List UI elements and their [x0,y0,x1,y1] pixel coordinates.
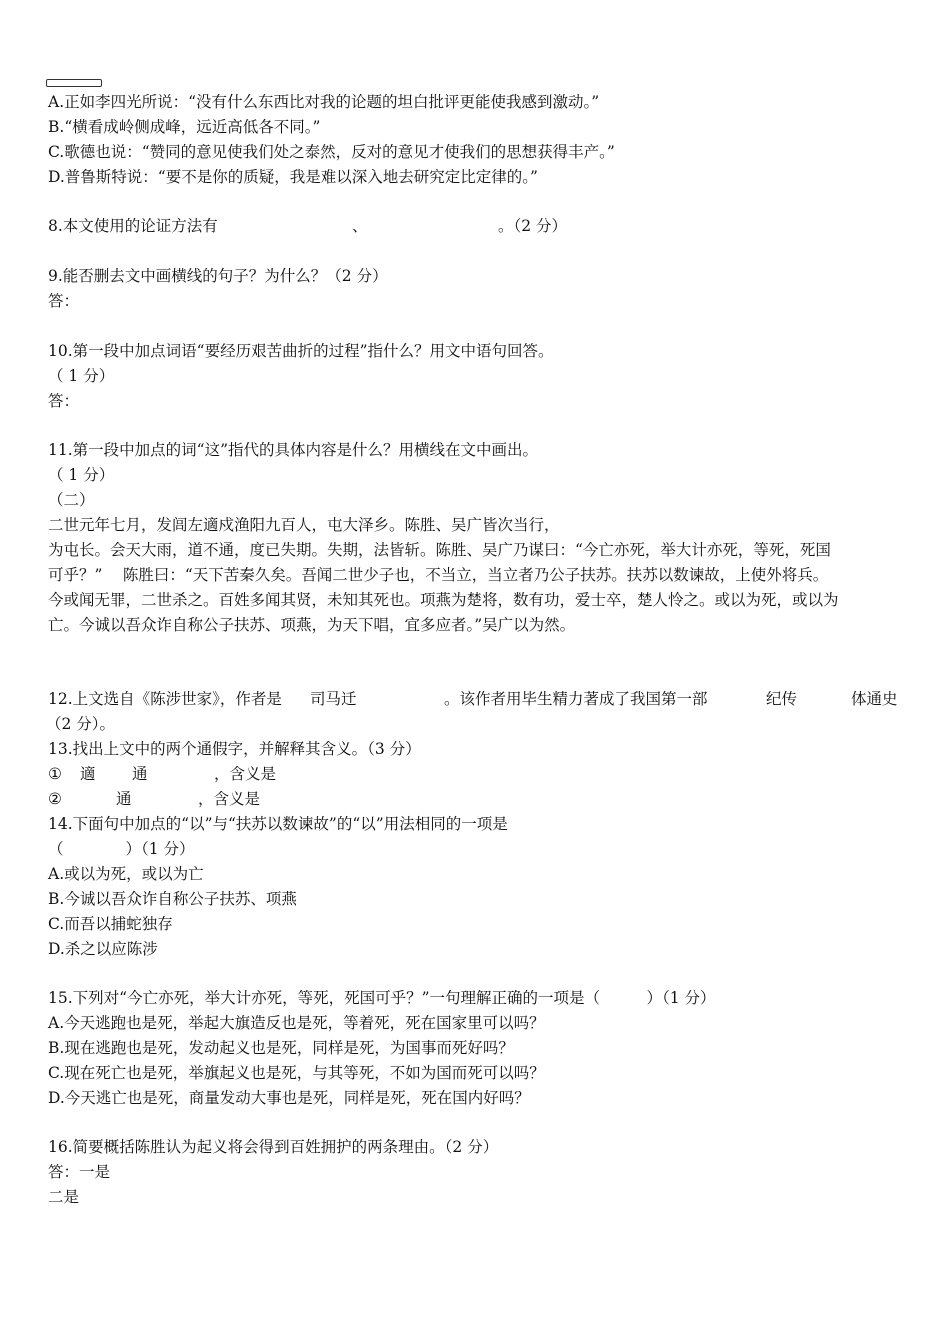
q14-option-b: B.今诚以吾众诈自称公子扶苏、项燕 [48,890,297,908]
q14-option-c: C.而吾以捕蛇独存 [48,915,173,933]
q10-question: 10.第一段中加点词语“要经历艰苦曲折的过程”指什么？用文中语句回答。 [48,342,554,360]
q16-question: 16.简要概括陈胜认为起义将会得到百姓拥护的两条理由。（2 分） [48,1138,499,1156]
q15-option-a: A.今天逃跑也是死，举起大旗造反也是死，等着死，死在国家里可以吗？ [48,1014,545,1032]
q9-question: 9.能否删去文中画横线的句子？为什么？（2 分） [48,267,388,285]
q13-item1-tong: 通 [132,765,148,783]
q11-question: 11.第一段中加点的词“这”指代的具体内容是什么？用横线在文中画出。 [48,441,539,459]
passage-line: 二世元年七月，发闾左適戍渔阳九百人，屯大泽乡。陈胜、吴广皆次当行， [48,516,560,534]
q13-item1-meaning: ，含义是 [214,765,277,783]
q12-middle: 。该作者用毕生精力著成了我国第一部 [444,690,708,708]
q13-item1-num: ① [48,765,62,783]
q7-option-a: A.正如李四光所说：“没有什么东西比对我的论题的坦白批评更能使我感到激动。” [48,93,600,111]
q13-item2-num: ② [48,790,62,808]
passage-line: 今或闻无罪，二世杀之。百姓多闻其贤，未知其死也。项燕为楚将，数有功，爱士卒，楚人怜之。或以为死，或以为 [48,591,839,609]
q8-score: 。（2 分） [498,217,568,235]
q12-question: 12.上文选自《陈涉世家》，作者是 [48,690,282,708]
q16-answer-2: 二是 [48,1188,80,1206]
q12-fill-answer: 纪传 [766,690,798,708]
q13-item2-tong: 通 [116,790,132,808]
q12-tail: 体通史 [851,690,898,708]
q7-option-b: B.“横看成岭侧成峰，远近高低各不同。” [48,118,321,136]
passage-line: 亡。今诚以吾众诈自称公子扶苏、项燕，为天下唱，宜多应者。”吴广以为然。 [48,616,576,634]
q7-option-c: C.歌德也说：“赞同的意见使我们处之泰然，反对的意见才使我们的思想获得丰产。” [48,143,615,161]
q15-option-c: C.现在死亡也是死，举旗起义也是死，与其等死，不如为国而死可以吗？ [48,1064,545,1082]
q14-question: 14.下面句中加点的“以”与“扶苏以数谏故”的“以”用法相同的一项是 [48,815,508,833]
q12-author-answer: 司马迁 [310,690,357,708]
q13-item1-char: 適 [80,765,96,783]
q10-answer-label: 答： [48,392,80,410]
q15-option-b: B.现在逃跑也是死，发动起义也是死，同样是死，为国事而死好吗？ [48,1039,514,1057]
q15-option-d: D.今天逃亡也是死，商量发动大事也是死，同样是死，死在国内好吗？ [48,1089,530,1107]
q15-question: 15.下列对“今亡亦死，举大计亦死，等死，死国可乎？”一句理解正确的一项是（ ）（1 分） [48,989,716,1007]
q13-item2-meaning: ，含义是 [198,790,261,808]
passage-line: 可乎？” 陈胜曰：“天下苦秦久矣。吾闻二世少子也，不当立，当立者乃公子扶苏。扶苏以数谏故，上使外将兵。 [48,566,829,584]
q8-question: 8.本文使用的论证方法有 [48,217,218,235]
q14-option-a: A.或以为死，或以为亡 [48,865,204,883]
q14-option-d: D.杀之以应陈涉 [48,940,158,958]
q13-question: 13.找出上文中的两个通假字，并解释其含义。（3 分） [48,740,421,758]
answer-box [46,79,102,87]
passage-line: 为屯长。会天大雨，道不通，度已失期。失期，法皆斩。陈胜、吴广乃谋曰：“今亡亦死，举大计亦死，等死，死国 [48,541,831,559]
q7-option-d: D.普鲁斯特说：“要不是你的质疑，我是难以深入地去研究定比定律的。” [48,168,538,186]
section-heading: （二） [48,491,95,509]
q12-score: （2 分）。 [46,715,116,733]
q10-score: （ 1 分） [48,367,115,385]
q8-separator: 、 [352,217,368,235]
q16-answer-1: 答：一是 [48,1163,111,1181]
q14-answer-paren: （ ）（1 分） [48,840,195,858]
q9-answer-label: 答： [48,292,80,310]
q11-score: （ 1 分） [48,466,115,484]
